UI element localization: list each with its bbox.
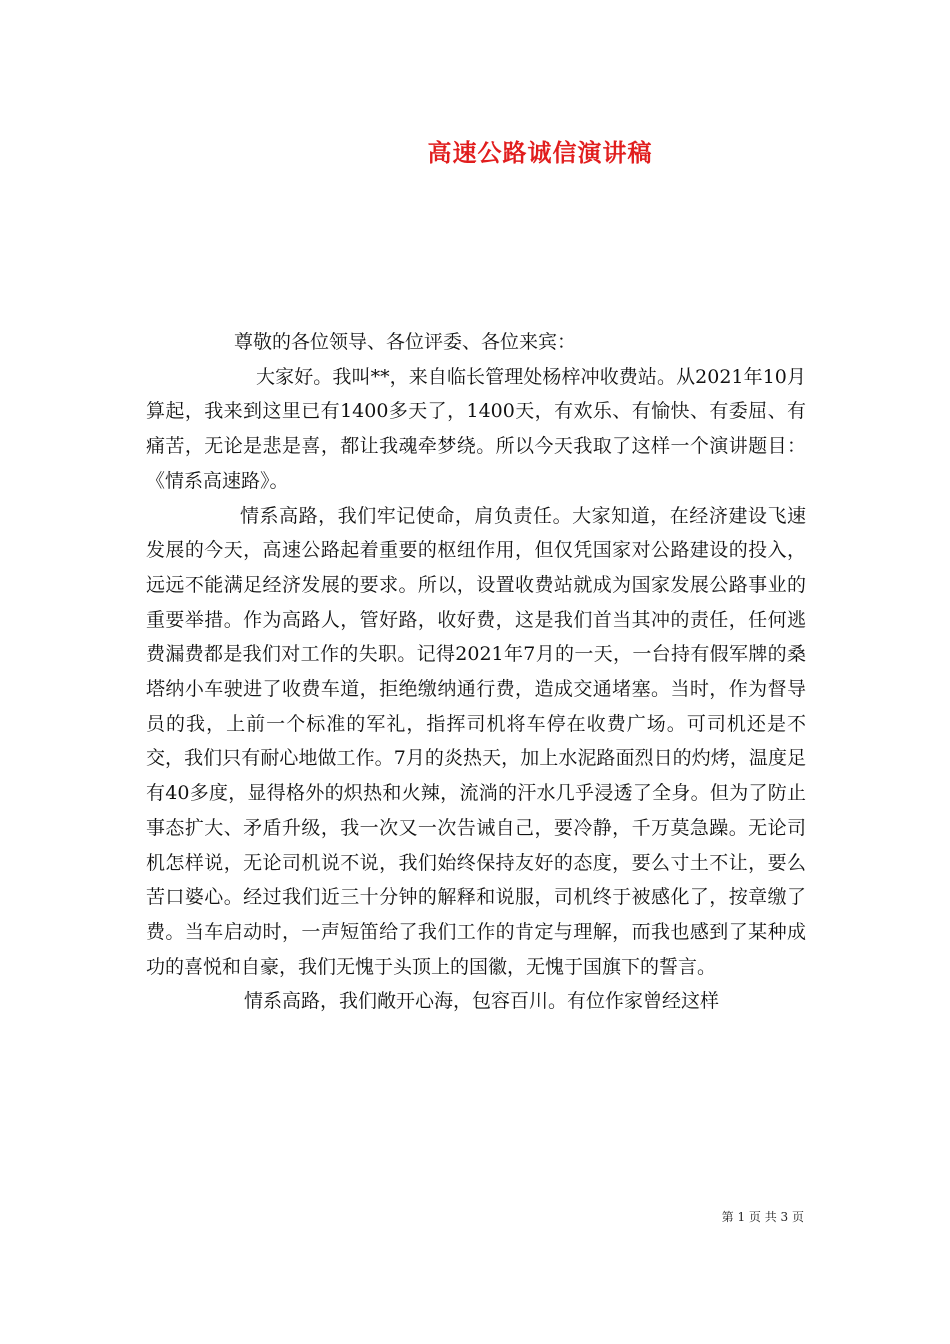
document-title: 高速公路诚信演讲稿 <box>427 138 653 167</box>
paragraph-intro: 大家好。我叫**，来自临长管理处杨梓冲收费站。从2021年10月算起，我来到这里已有1400多天了，1400天，有欢乐、有愉快、有委屈、有痛苦，无论是悲是喜，都让我魂牵梦绕。所以今天我取了这样一个演讲题目：《情系高速路》。 <box>146 365 806 492</box>
salutation: 尊敬的各位领导、各位评委、各位来宾： <box>234 331 577 353</box>
paragraph-duty: 情系高路，我们牢记使命，肩负责任。大家知道，在经济建设飞速发展的今天，高速公路起着重要的枢纽作用，但仅凭国家对公路建设的投入，远远不能满足经济发展的要求。所以，设置收费站就成为国家发展公路事业的重要举措。作为高路人，管好路，收好费，这是我们首当其冲的责任，任何逃费漏费都是我们对工作的失职。记得2021年7月的一天，一台持有假军牌的桑塔纳小车驶进了收费车道，拒绝缴纳通行费，造成交通堵塞。当时，作为督导员的我，上前一个标准的军礼，指挥司机将车停在收费广场。可司机还是不交，我们只有耐心地做工作。7月的炎热天，加上水泥路面烈日的灼烤，温度足有40多度，显得格外的炽热和火辣，流淌的汗水几乎浸透了全身。但为了防止事态扩大、矛盾升级，我一次又一次告诫自己，要冷静，千万莫急躁。无论司机怎样说，无论司机说不说，我们始终保持友好的态度，要么寸土不让，要么苦口婆心。经过我们近三十分钟的解释和说服，司机终于被感化了，按章缴了费。当车启动时，一声短笛给了我们工作的肯定与理解，而我也感到了某种成功的喜悦和自豪，我们无愧于头顶上的国徽，无愧于国旗下的誓言。 <box>146 504 806 978</box>
document-body <box>146 325 806 1019</box>
page-number-footer: 第 1 页 共 3 页 <box>721 1210 804 1224</box>
paragraph-tolerance: 情系高路，我们敞开心海，包容百川。有位作家曾经这样 <box>244 990 720 1013</box>
